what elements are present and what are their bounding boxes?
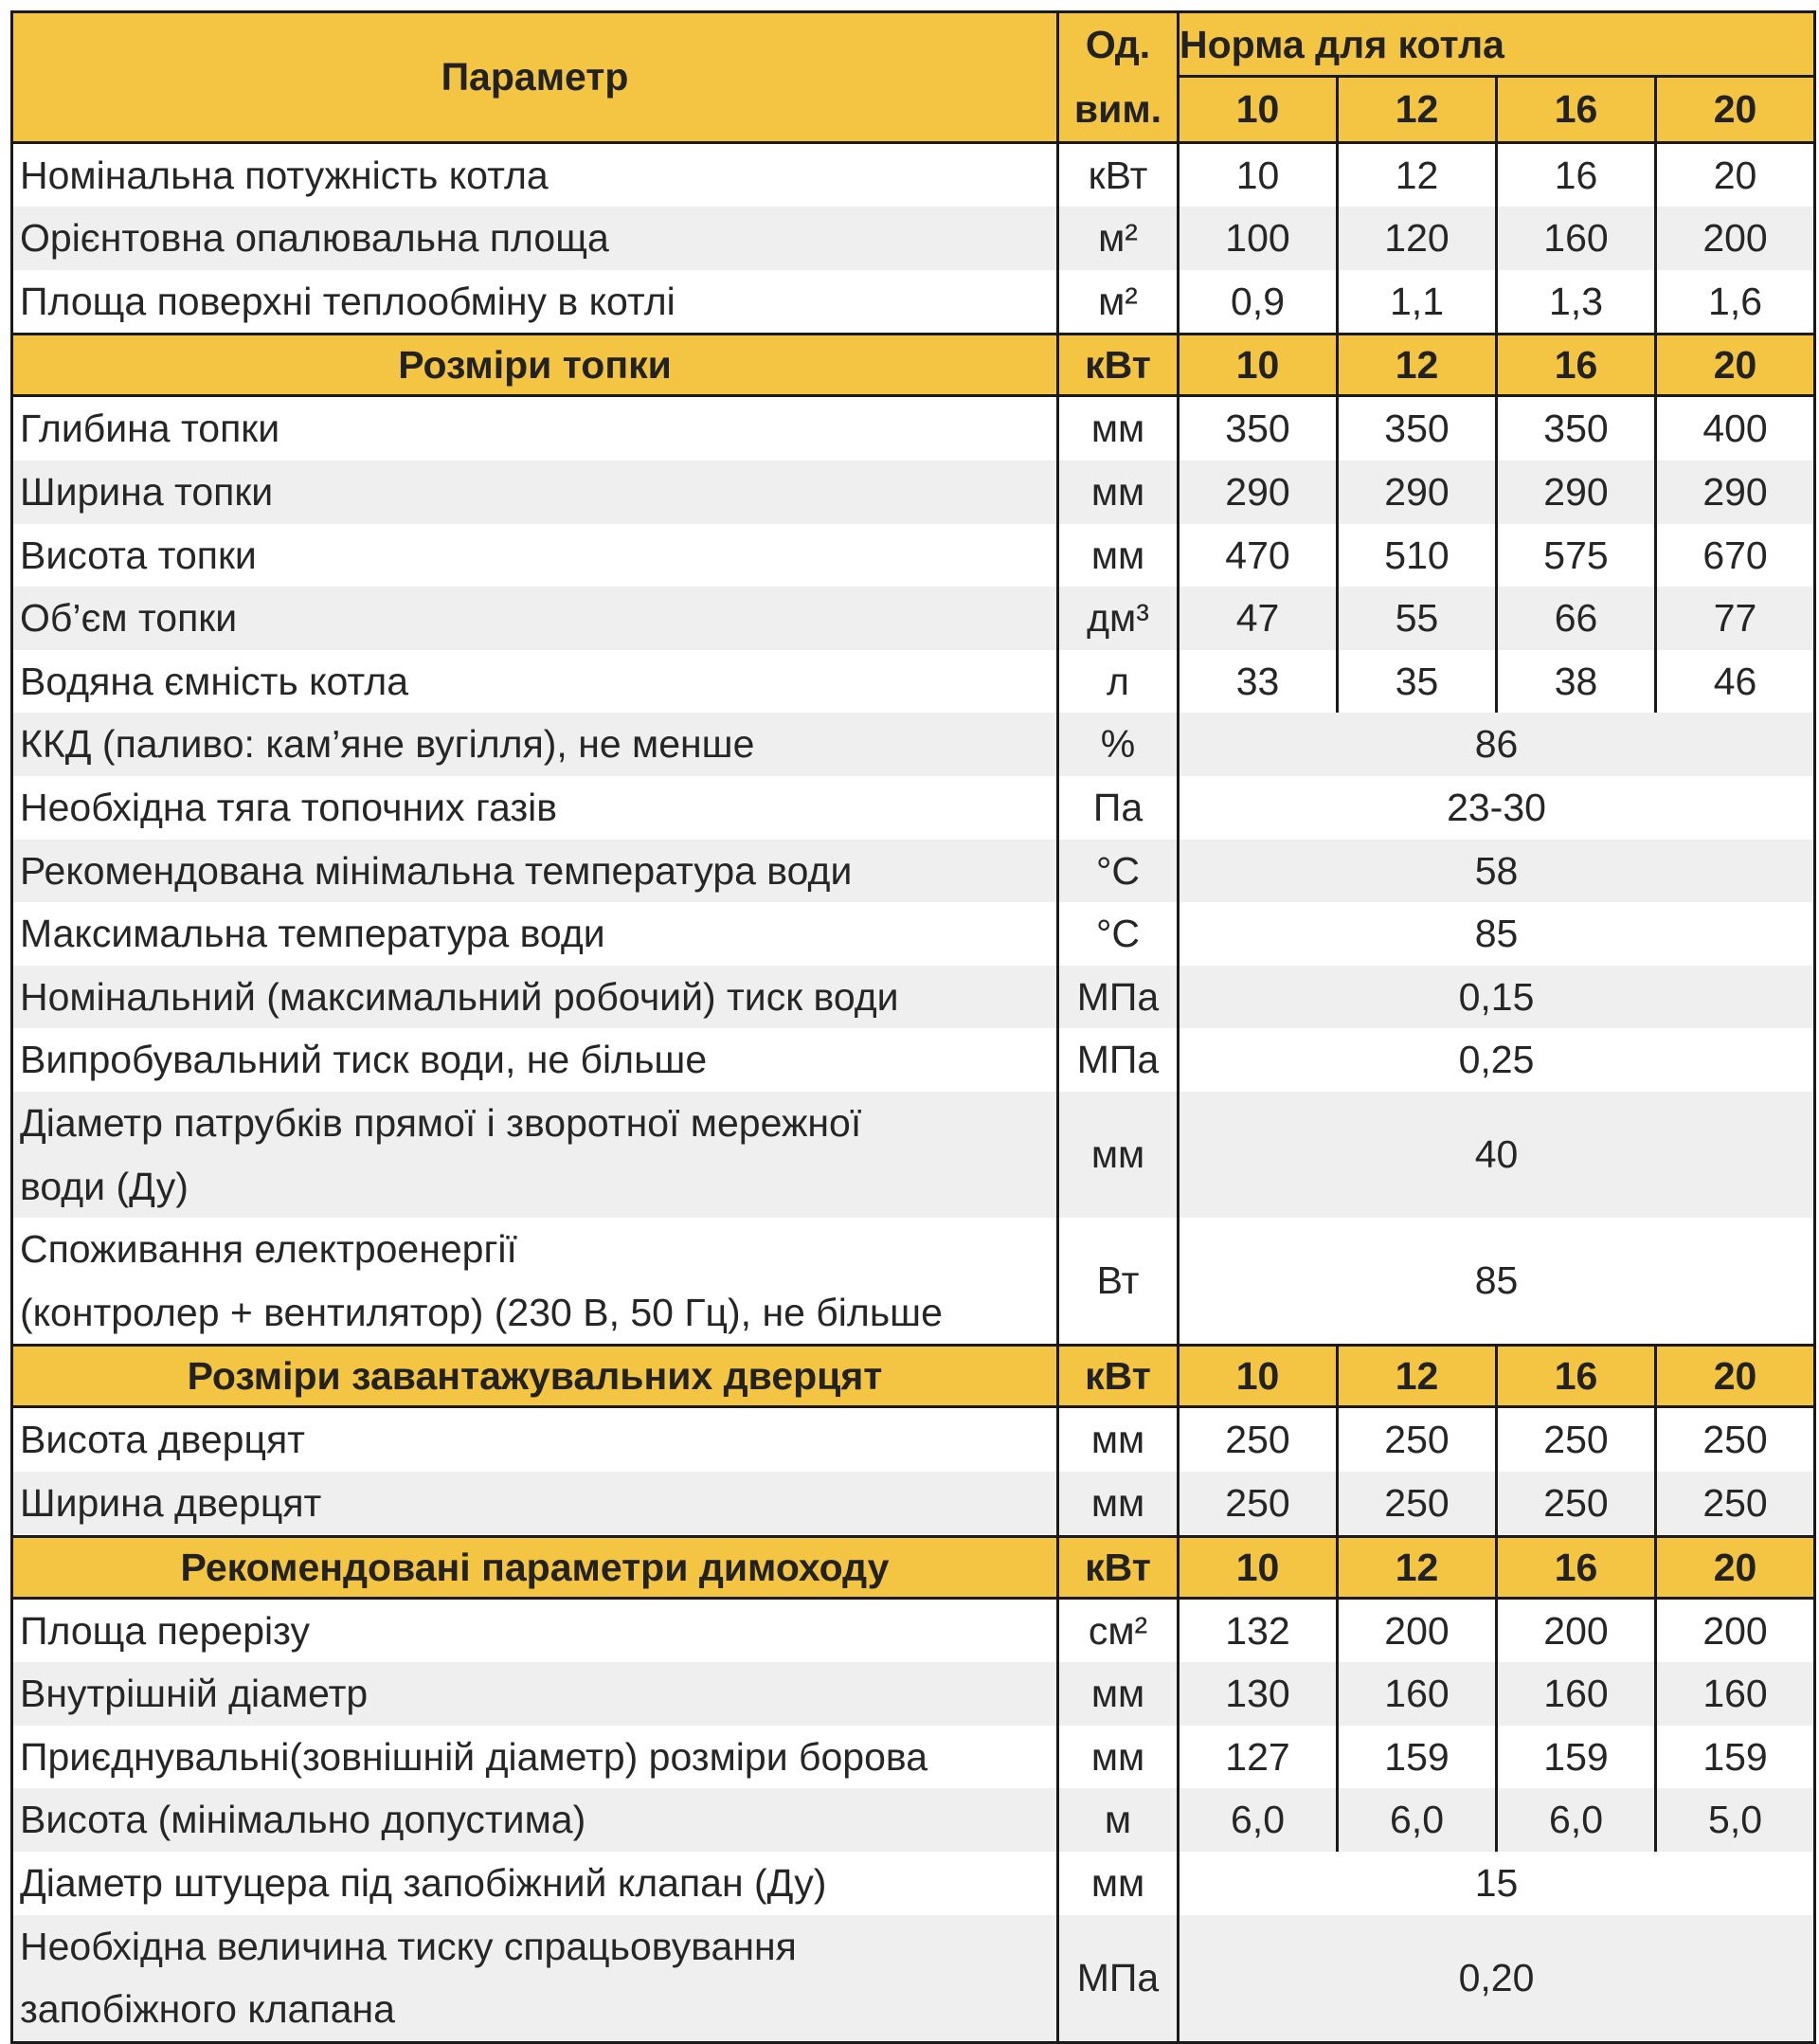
param-value: 1,1 (1338, 270, 1497, 335)
param-unit: МПа (1058, 966, 1179, 1029)
param-unit: МПа (1058, 1915, 1179, 2043)
param-value-span: 23-30 (1179, 776, 1815, 840)
section-unit: кВт (1058, 1346, 1179, 1407)
param-name-line1: Необхідна величина тиску спрацьовування (20, 1924, 797, 1968)
table-row (12, 1407, 1815, 1472)
param-name: Площа перерізу (12, 1598, 1058, 1662)
param-unit: м² (1058, 270, 1179, 335)
param-value: 575 (1497, 524, 1656, 588)
param-value: 250 (1179, 1472, 1338, 1536)
section-model: 10 (1179, 1536, 1338, 1598)
param-unit: °С (1058, 902, 1179, 966)
param-unit: л (1058, 650, 1179, 714)
param-value: 250 (1338, 1407, 1497, 1472)
param-value-span: 86 (1179, 713, 1815, 776)
param-value: 200 (1338, 1598, 1497, 1662)
section-title: Рекомендовані параметри димоходу (12, 1536, 1058, 1598)
param-unit: дм³ (1058, 587, 1179, 650)
header-unit-line2: вим. (1058, 77, 1179, 143)
param-value: 35 (1338, 650, 1497, 714)
param-unit: МПа (1058, 1028, 1179, 1092)
param-unit: % (1058, 713, 1179, 776)
table-row (12, 1092, 1815, 1218)
param-value: 5,0 (1656, 1788, 1815, 1852)
table-row (12, 1472, 1815, 1536)
table-row (12, 1852, 1815, 1915)
param-value: 66 (1497, 587, 1656, 650)
table-row (12, 1028, 1815, 1092)
param-name: Водяна ємність котла (12, 650, 1058, 714)
param-value: 47 (1179, 587, 1338, 650)
param-value: 1,3 (1497, 270, 1656, 335)
param-name: Висота дверцят (12, 1407, 1058, 1472)
section-model: 16 (1497, 1346, 1656, 1407)
param-unit: м² (1058, 207, 1179, 270)
param-value: 130 (1179, 1662, 1338, 1726)
param-value: 350 (1179, 396, 1338, 461)
table-row (12, 1788, 1815, 1852)
param-name: Глибина топки (12, 396, 1058, 461)
section-model: 12 (1338, 1346, 1497, 1407)
param-unit: °С (1058, 840, 1179, 903)
param-unit: мм (1058, 1662, 1179, 1726)
param-value: 250 (1497, 1472, 1656, 1536)
header-unit-line1: Од. (1058, 12, 1179, 77)
param-value: 55 (1338, 587, 1497, 650)
header-model: 12 (1338, 77, 1497, 143)
param-value: 290 (1656, 461, 1815, 524)
table-row (12, 650, 1815, 714)
table-row (12, 270, 1815, 335)
param-unit: мм (1058, 1472, 1179, 1536)
param-value: 132 (1179, 1598, 1338, 1662)
param-value: 1,6 (1656, 270, 1815, 335)
param-name: Ширина топки (12, 461, 1058, 524)
table-row (12, 1726, 1815, 1789)
param-value: 250 (1497, 1407, 1656, 1472)
param-name-line2: (контролер + вентилятор) (230 В, 50 Гц), не більше (20, 1290, 943, 1334)
param-value: 510 (1338, 524, 1497, 588)
section-model: 10 (1179, 1346, 1338, 1407)
param-name: Об’єм топки (12, 587, 1058, 650)
boiler-spec-table (10, 10, 1816, 2044)
section-model: 12 (1338, 1536, 1497, 1598)
param-name: Максимальна температура води (12, 902, 1058, 966)
param-name (12, 1915, 1058, 2043)
param-value-span: 85 (1179, 1218, 1815, 1346)
param-value-span: 0,25 (1179, 1028, 1815, 1092)
table-row (12, 713, 1815, 776)
param-value: 200 (1656, 1598, 1815, 1662)
param-unit: мм (1058, 1092, 1179, 1218)
param-value: 20 (1656, 142, 1815, 207)
section-model: 20 (1656, 1536, 1815, 1598)
param-value: 159 (1338, 1726, 1497, 1789)
param-name (12, 1218, 1058, 1346)
header-param: Параметр (12, 12, 1058, 143)
param-value: 350 (1338, 396, 1497, 461)
table-row (12, 840, 1815, 903)
param-value: 12 (1338, 142, 1497, 207)
param-value: 160 (1497, 207, 1656, 270)
param-name: Діаметр штуцера під запобіжний клапан (Ду) (12, 1852, 1058, 1915)
header-model: 16 (1497, 77, 1656, 143)
param-value: 10 (1179, 142, 1338, 207)
param-value: 670 (1656, 524, 1815, 588)
param-value: 160 (1497, 1662, 1656, 1726)
section-model: 12 (1338, 335, 1497, 396)
section-model: 20 (1656, 1346, 1815, 1407)
param-name-line2: запобіжного клапана (20, 1987, 395, 2032)
spec-table-container (10, 10, 1816, 2044)
table-row (12, 902, 1815, 966)
section-model: 20 (1656, 335, 1815, 396)
table-row (12, 142, 1815, 207)
section-model: 16 (1497, 335, 1656, 396)
section-model: 10 (1179, 335, 1338, 396)
section-unit: кВт (1058, 1536, 1179, 1598)
param-value: 160 (1656, 1662, 1815, 1726)
param-value: 120 (1338, 207, 1497, 270)
param-unit: кВт (1058, 142, 1179, 207)
param-value: 33 (1179, 650, 1338, 714)
param-name: Ширина дверцят (12, 1472, 1058, 1536)
param-value: 250 (1179, 1407, 1338, 1472)
param-name: Випробувальний тиск води, не більше (12, 1028, 1058, 1092)
param-value-span: 58 (1179, 840, 1815, 903)
param-name: Орієнтовна опалювальна площа (12, 207, 1058, 270)
table-header-row-1 (12, 12, 1815, 77)
section-header-row (12, 335, 1815, 396)
section-title: Розміри завантажувальних дверцят (12, 1346, 1058, 1407)
param-unit: мм (1058, 524, 1179, 588)
param-value: 200 (1497, 1598, 1656, 1662)
param-name: Номінальна потужність котла (12, 142, 1058, 207)
param-name: Необхідна тяга топочних газів (12, 776, 1058, 840)
header-model: 10 (1179, 77, 1338, 143)
param-value: 250 (1338, 1472, 1497, 1536)
table-row (12, 1915, 1815, 2043)
section-model: 16 (1497, 1536, 1656, 1598)
param-value: 250 (1656, 1472, 1815, 1536)
param-value: 46 (1656, 650, 1815, 714)
param-unit: мм (1058, 1852, 1179, 1915)
param-value: 6,0 (1179, 1788, 1338, 1852)
param-name: Висота топки (12, 524, 1058, 588)
section-title: Розміри топки (12, 335, 1058, 396)
param-value: 200 (1656, 207, 1815, 270)
table-row (12, 1598, 1815, 1662)
param-name: Площа поверхні теплообміну в котлі (12, 270, 1058, 335)
table-row (12, 776, 1815, 840)
param-name-line2: води (Ду) (20, 1164, 189, 1208)
param-name: Висота (мінімально допустима) (12, 1788, 1058, 1852)
param-value: 127 (1179, 1726, 1338, 1789)
param-value: 6,0 (1497, 1788, 1656, 1852)
param-unit: Вт (1058, 1218, 1179, 1346)
param-value: 290 (1179, 461, 1338, 524)
param-name-line1: Споживання електроенергії (20, 1227, 517, 1272)
param-value: 159 (1497, 1726, 1656, 1789)
header-norm: Норма для котла (1179, 12, 1815, 77)
param-unit: мм (1058, 396, 1179, 461)
table-row (12, 1218, 1815, 1346)
param-value: 0,9 (1179, 270, 1338, 335)
param-unit: мм (1058, 1407, 1179, 1472)
param-value: 290 (1497, 461, 1656, 524)
param-value-span: 0,15 (1179, 966, 1815, 1029)
param-value: 400 (1656, 396, 1815, 461)
section-header-row (12, 1536, 1815, 1598)
header-model: 20 (1656, 77, 1815, 143)
table-row (12, 1662, 1815, 1726)
param-name-line1: Діаметр патрубків прямої і зворотної мережної (20, 1101, 862, 1145)
param-name: ККД (паливо: кам’яне вугілля), не менше (12, 713, 1058, 776)
param-value: 160 (1338, 1662, 1497, 1726)
param-value: 159 (1656, 1726, 1815, 1789)
param-name: Номінальний (максимальний робочий) тиск води (12, 966, 1058, 1029)
param-unit: Па (1058, 776, 1179, 840)
param-value: 38 (1497, 650, 1656, 714)
param-value: 16 (1497, 142, 1656, 207)
param-value: 250 (1656, 1407, 1815, 1472)
param-value: 470 (1179, 524, 1338, 588)
param-name: Рекомендована мінімальна температура води (12, 840, 1058, 903)
table-row (12, 396, 1815, 461)
param-value: 290 (1338, 461, 1497, 524)
section-unit: кВт (1058, 335, 1179, 396)
param-name: Приєднувальні(зовнішній діаметр) розміри борова (12, 1726, 1058, 1789)
param-value-span: 15 (1179, 1852, 1815, 1915)
param-unit: мм (1058, 1726, 1179, 1789)
table-row (12, 587, 1815, 650)
param-value-span: 0,20 (1179, 1915, 1815, 2043)
table-row (12, 461, 1815, 524)
param-value: 6,0 (1338, 1788, 1497, 1852)
param-name (12, 1092, 1058, 1218)
param-unit: см² (1058, 1598, 1179, 1662)
table-row (12, 966, 1815, 1029)
param-value: 350 (1497, 396, 1656, 461)
param-unit: м (1058, 1788, 1179, 1852)
param-value: 100 (1179, 207, 1338, 270)
param-value-span: 85 (1179, 902, 1815, 966)
section-header-row (12, 1346, 1815, 1407)
param-unit: мм (1058, 461, 1179, 524)
param-name: Внутрішній діаметр (12, 1662, 1058, 1726)
param-value: 77 (1656, 587, 1815, 650)
table-row (12, 207, 1815, 270)
param-value-span: 40 (1179, 1092, 1815, 1218)
table-row (12, 524, 1815, 588)
